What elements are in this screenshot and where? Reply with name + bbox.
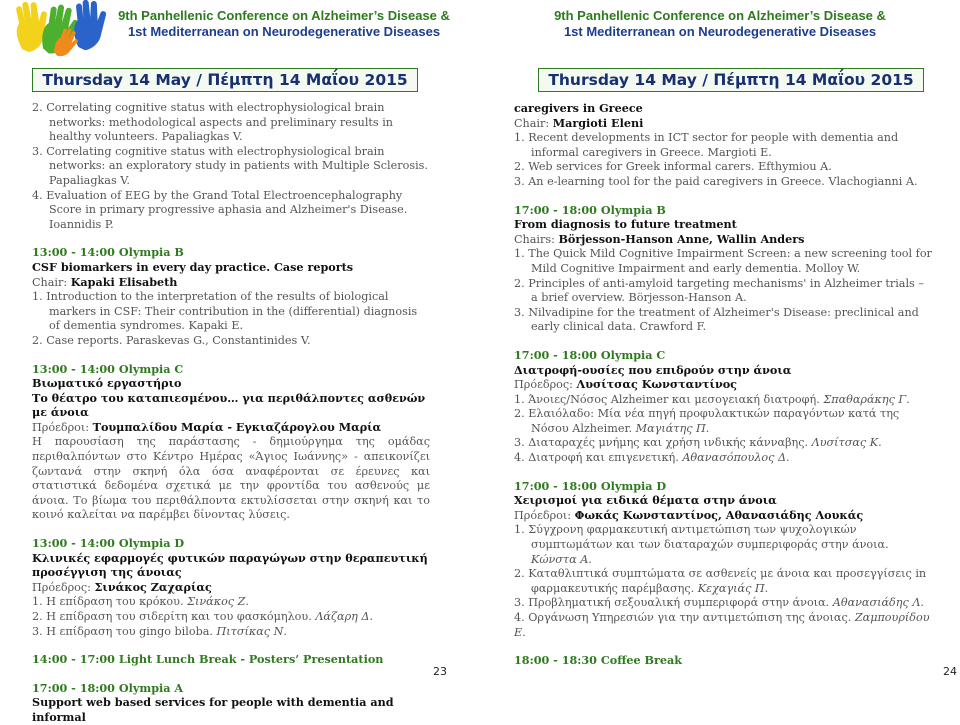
session-item: 1. The Quick Mild Cognitive Impairment Screen: a new screening tool for Mild Cognitive Impairment and early dementia. Molloy W. <box>514 247 932 275</box>
session-item: 2. Η επίδραση του σιδερίτη και του φασκόμηλου. Λάζαρη Δ. <box>32 610 374 623</box>
conference-title <box>480 8 960 40</box>
session-item: 1. Η επίδραση του κρόκου. Σινάκος Ζ. <box>32 595 249 609</box>
session-item: 1. Άνοιες/Νόσος Alzheimer και μεσογειακή διατροφή. Σπαθαράκης Γ. <box>514 392 910 406</box>
session-item: 2. Καταθλιπτικά συμπτώματα σε ασθενείς με άνοια και προσεγγίσεις in φαρμακευτικής παρέμβασης. Κεχαγιάς Π. <box>514 567 927 595</box>
session-item: 3. Nilvadipine for the treatment of Alzheimer's Disease: preclinical and early clinical data. Crawford F. <box>514 305 919 334</box>
left-column <box>32 101 430 725</box>
session-description: Η παρουσίαση της παράστασης - δημιούργημα της ομάδας περιθαλπόντων στο Κέντρο Ημέρας «Άγιος Ιωάννης» - απεικονίζει ζωντανά στην σκηνή όλα όσα αναφέρονται σε έρευνες και στατιστικά δεδομένα σχετικά με την φροντίδα του ασθενούς με άνοια. Το βίωμα του περιθάλποντα εκτυλίσσεται στην σκηνή και το κοινό καλείται να παρέμβει δίνοντας λύσεις. <box>32 435 430 522</box>
page-number: 24 <box>943 665 957 678</box>
session-item: 2. Principles of anti-amyloid targeting mechanisms' in Alzheimer trials – a brief overview. Börjesson-Hanson A. <box>514 276 924 305</box>
session-chair: Πρόεδρος: Σινάκος Ζαχαρίας <box>32 579 212 594</box>
session-subtitle: Το θέατρο του καταπιεσμένου… για περιθάλποντες ασθενών με άνοια <box>32 390 426 420</box>
session-item: 3. Προβληματική σεξουαλική συμπεριφορά στην άνοια. Αθανασιάδης Λ. <box>514 596 924 610</box>
session-time: 13:00 - 14:00 Olympia C <box>32 361 184 376</box>
conference-title-line1: 9th Panhellenic Conference on Alzheimer’s Disease & <box>118 8 450 23</box>
session-item: 1. Recent developments in ICT sector for people with dementia and informal caregivers in Greece. Margioti E. <box>514 131 899 159</box>
right-page <box>480 0 960 677</box>
session-item: 2. Case reports. Paraskevas G., Constantinides V. <box>32 333 311 347</box>
session-chair: Πρόεδρος: Λυσίτσας Κωνσταντίνος <box>514 377 737 392</box>
session-item: 3. Correlating cognitive status with electrophysiological brain networks: an exploratory study in patients with Multiple Sclerosis. Papaliagkas V. <box>32 144 428 187</box>
day-banner: Thursday 14 May / Πέμπτη 14 Μαΐου 2015 <box>32 68 418 92</box>
session-title: Κλινικές εφαρμογές φυτικών παραγώγων στην θεραπευτική προσέγγιση της άνοιας <box>32 550 428 580</box>
session-item: 1. Σύγχρονη φαρμακευτική αντιμετώπιση των ψυχολογικών συμπτωμάτων και των διαταραχών συμπεριφοράς στην άνοια. Κώνστα Α. <box>514 523 889 566</box>
session-chair: Πρόεδροι: Τουμπαλίδου Μαρία - Εγκιαζάρογλου Μαρία <box>32 419 382 434</box>
session-time: 17:00 - 18:00 Olympia D <box>514 478 667 493</box>
session-time: 17:00 - 18:00 Olympia C <box>514 347 666 362</box>
session-chair: Chairs: Börjesson-Hanson Anne, Wallin Anders <box>514 231 805 246</box>
session-item: 4. Διατροφή και επιγενετική. Αθανασόπουλος Δ. <box>514 451 790 465</box>
session-title-continued: caregivers in Greece <box>514 101 643 115</box>
conference-title-line1: 9th Panhellenic Conference on Alzheimer’s Disease & <box>554 8 886 23</box>
session-time: 17:00 - 18:00 Olympia A <box>32 680 184 695</box>
coffee-break: 18:00 - 18:30 Coffee Break <box>514 653 683 668</box>
session-item: 3. Διαταραχές μνήμης και χρήση ινδικής κάνναβης. Λυσίτσας Κ. <box>514 436 882 450</box>
session-item: 2. Correlating cognitive status with electrophysiological brain networks: methodological aspects and preliminary results in healthy volunteers. Papaliagkas V. <box>32 101 393 144</box>
session-item: 3. An e-learning tool for the paid caregivers in Greece. Vlachogianni A. <box>514 174 918 188</box>
session-time: 13:00 - 14:00 Olympia D <box>32 536 185 551</box>
session-chair: Chair: Kapaki Elisabeth <box>32 274 178 289</box>
session-item: 4. Evaluation of EEG by the Grand Total Electroencephalography Score in primary progressive aphasia and Alzheimer's Disease. Ioannidis P. <box>32 188 408 231</box>
session-item: 1. Introduction to the interpretation of the results of biological markers in CSF: Their contribution in the (differential) diagnosis of dementia syndromes. Kapaki E. <box>32 290 418 333</box>
session-title: Διατροφή-ουσίες που επιδρούν στην άνοια <box>514 362 792 377</box>
lunch-break: 14:00 - 17:00 Light Lunch Break - Posters’ Presentation <box>32 652 384 667</box>
session-title: CSF biomarkers in every day practice. Case reports <box>32 259 354 274</box>
right-column <box>514 101 932 669</box>
session-title: Βιωματικό εργαστήριο <box>32 376 182 391</box>
session-title: From diagnosis to future treatment <box>514 217 737 232</box>
session-time: 17:00 - 18:00 Olympia B <box>514 202 666 217</box>
session-chair: Chair: Margioti Eleni <box>514 115 644 130</box>
day-banner: Thursday 14 May / Πέμπτη 14 Μαΐου 2015 <box>538 68 924 92</box>
session-time: 13:00 - 14:00 Olympia B <box>32 245 184 260</box>
session-item: 4. Οργάνωση Υπηρεσιών για την αντιμετώπιση της άνοιας. Ζαμπουρίδου Ε. <box>514 611 930 639</box>
session-item: 2. Web services for Greek informal carers. Efthymiou A. <box>514 160 832 174</box>
left-page <box>0 0 480 724</box>
session-chair: Πρόεδροι: Φωκάς Κωνσταντίνος, Αθανασιάδης Λουκάς <box>514 507 864 522</box>
conference-title-line2: 1st Mediterranean on Neurodegenerative Diseases <box>563 24 877 39</box>
session-title: Χειρισμοί για ειδικά θέματα στην άνοια <box>514 493 777 508</box>
conference-title-line2: 1st Mediterranean on Neurodegenerative Diseases <box>127 24 441 39</box>
session-title: Support web based services for people with dementia and informal <box>32 695 394 724</box>
conference-title <box>104 8 464 40</box>
session-item: 2. Ελαιόλαδο: Μία νέα πηγή προφυλακτικών παραγόντων κατά της Νόσου Alzheimer. Μαγιάτης Π. <box>514 407 900 435</box>
session-item: 3. Η επίδραση του gingo biloba. Πιτσίκας Ν. <box>32 624 287 638</box>
page-number: 23 <box>433 665 447 678</box>
